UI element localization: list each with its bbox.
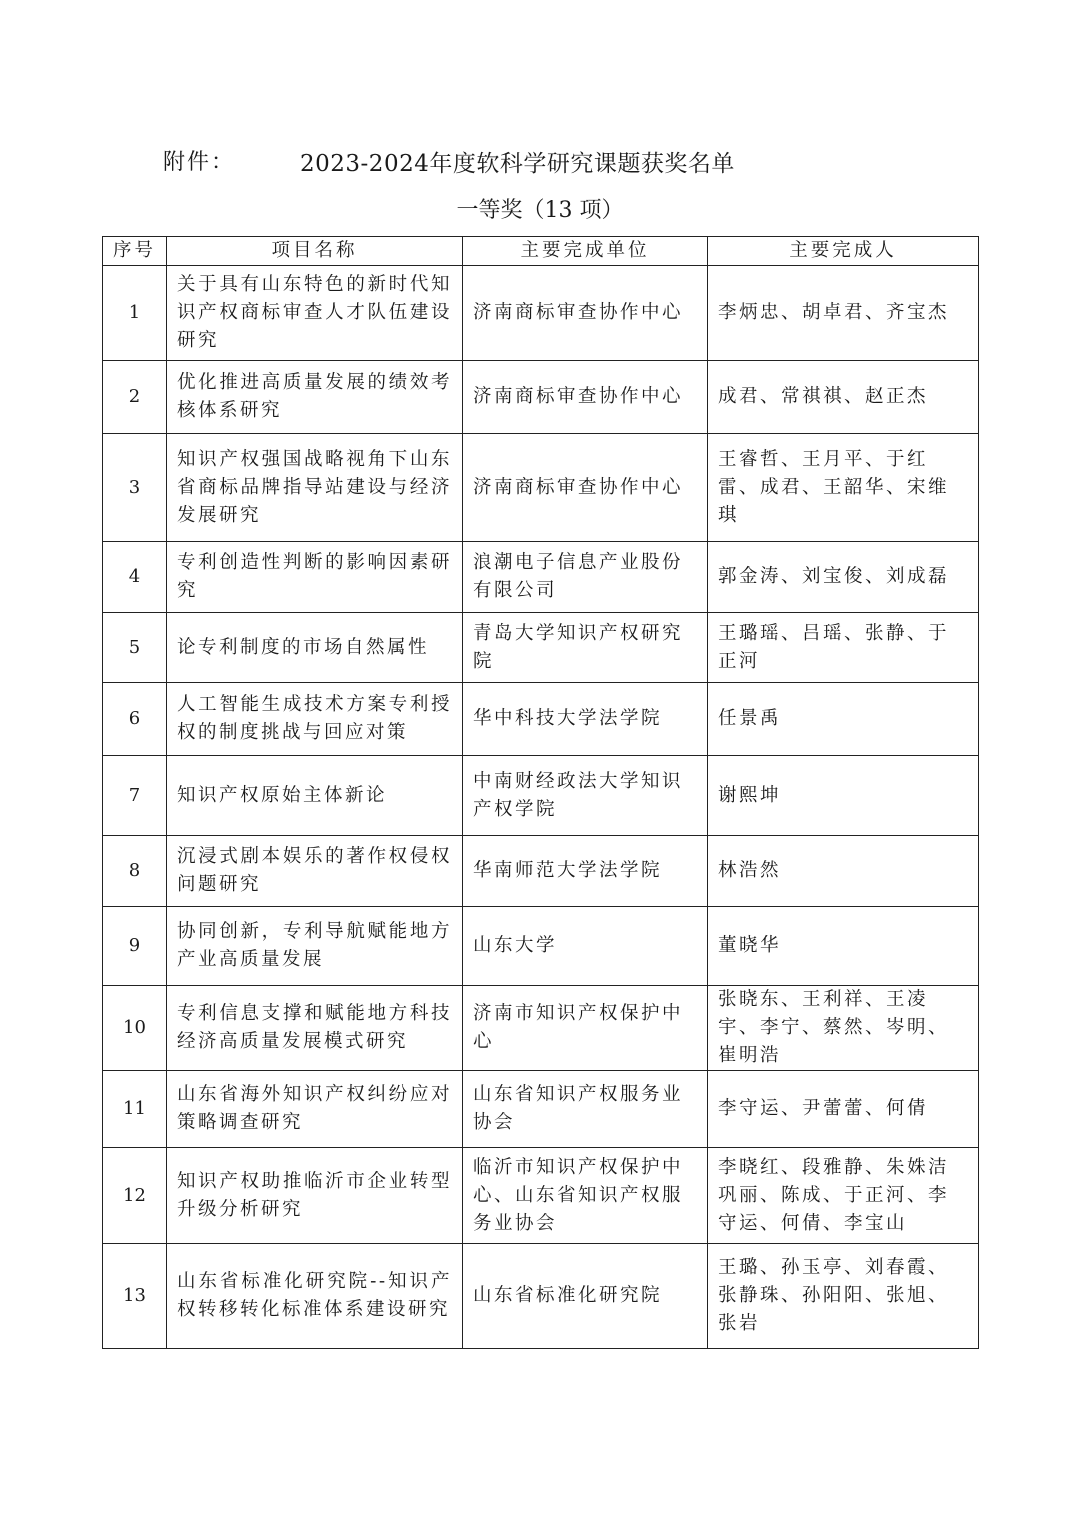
completion-people: 董晓华 bbox=[708, 907, 979, 986]
completion-unit: 中南财经政法大学知识产权学院 bbox=[463, 756, 708, 836]
row-number: 8 bbox=[103, 836, 167, 907]
row-number: 12 bbox=[103, 1148, 167, 1244]
table-row bbox=[103, 434, 979, 542]
project-name: 知识产权强国战略视角下山东省商标品牌指导站建设与经济发展研究 bbox=[167, 434, 463, 542]
row-number: 9 bbox=[103, 907, 167, 986]
row-number: 3 bbox=[103, 434, 167, 542]
completion-unit: 华南师范大学法学院 bbox=[463, 836, 708, 907]
project-name: 专利创造性判断的影响因素研究 bbox=[167, 542, 463, 613]
completion-people: 王睿哲、王月平、于红雷、成君、王韶华、宋维琪 bbox=[708, 434, 979, 542]
project-name: 山东省标准化研究院--知识产权转移转化标准体系建设研究 bbox=[167, 1244, 463, 1349]
row-number: 11 bbox=[103, 1071, 167, 1148]
completion-people: 张晓东、王利祥、王凌宇、李宁、蔡然、岑明、崔明浩 bbox=[708, 986, 979, 1071]
row-number: 4 bbox=[103, 542, 167, 613]
column-header-unit: 主要完成单位 bbox=[463, 237, 708, 266]
table-row bbox=[103, 613, 979, 683]
column-header-number: 序号 bbox=[103, 237, 167, 266]
table-row bbox=[103, 1244, 979, 1349]
table-row bbox=[103, 266, 979, 361]
completion-people: 李晓红、段雅静、朱姝洁 巩丽、陈成、于正河、李守运、何倩、李宝山 bbox=[708, 1148, 979, 1244]
row-number: 6 bbox=[103, 683, 167, 756]
row-number: 7 bbox=[103, 756, 167, 836]
row-number: 2 bbox=[103, 361, 167, 434]
table-row bbox=[103, 907, 979, 986]
table-row bbox=[103, 542, 979, 613]
completion-people: 谢熙坤 bbox=[708, 756, 979, 836]
completion-unit: 临沂市知识产权保护中心、山东省知识产权服务业协会 bbox=[463, 1148, 708, 1244]
project-name: 协同创新，专利导航赋能地方产业高质量发展 bbox=[167, 907, 463, 986]
row-number: 13 bbox=[103, 1244, 167, 1349]
table-row bbox=[103, 986, 979, 1071]
attachment-label: 附件： bbox=[163, 150, 236, 175]
row-number: 10 bbox=[103, 986, 167, 1071]
table-row bbox=[103, 683, 979, 756]
completion-people: 任景禹 bbox=[708, 683, 979, 756]
document-title: 2023-2024年度软科学研究课题获奖名单 bbox=[300, 151, 735, 177]
table-row bbox=[103, 1071, 979, 1148]
column-header-people: 主要完成人 bbox=[708, 237, 979, 266]
completion-unit: 浪潮电子信息产业股份有限公司 bbox=[463, 542, 708, 613]
table-row bbox=[103, 361, 979, 434]
completion-unit: 济南商标审查协作中心 bbox=[463, 361, 708, 434]
completion-people: 林浩然 bbox=[708, 836, 979, 907]
completion-people: 成君、常祺祺、赵正杰 bbox=[708, 361, 979, 434]
column-header-project-name: 项目名称 bbox=[167, 237, 463, 266]
completion-unit: 山东大学 bbox=[463, 907, 708, 986]
completion-people: 李守运、尹蕾蕾、何倩 bbox=[708, 1071, 979, 1148]
row-number: 1 bbox=[103, 266, 167, 361]
project-name: 优化推进高质量发展的绩效考核体系研究 bbox=[167, 361, 463, 434]
completion-people: 郭金涛、刘宝俊、刘成磊 bbox=[708, 542, 979, 613]
completion-unit: 山东省标准化研究院 bbox=[463, 1244, 708, 1349]
table-header-row bbox=[103, 237, 979, 266]
table-row bbox=[103, 756, 979, 836]
completion-people: 王璐、孙玉亭、刘春霞、张静珠、孙阳阳、张旭、张岩 bbox=[708, 1244, 979, 1349]
project-name: 专利信息支撑和赋能地方科技经济高质量发展模式研究 bbox=[167, 986, 463, 1071]
completion-unit: 华中科技大学法学院 bbox=[463, 683, 708, 756]
project-name: 论专利制度的市场自然属性 bbox=[167, 613, 463, 683]
completion-unit: 青岛大学知识产权研究院 bbox=[463, 613, 708, 683]
completion-people: 李炳忠、胡卓君、齐宝杰 bbox=[708, 266, 979, 361]
project-name: 知识产权原始主体新论 bbox=[167, 756, 463, 836]
project-name: 关于具有山东特色的新时代知识产权商标审查人才队伍建设研究 bbox=[167, 266, 463, 361]
award-level-text: 一等奖（13 项） bbox=[456, 198, 624, 223]
completion-people: 王璐瑶、吕瑶、张静、于正河 bbox=[708, 613, 979, 683]
completion-unit: 山东省知识产权服务业协会 bbox=[463, 1071, 708, 1148]
award-level-heading bbox=[0, 193, 1080, 224]
table-row bbox=[103, 1148, 979, 1244]
completion-unit: 济南商标审查协作中心 bbox=[463, 266, 708, 361]
project-name: 人工智能生成技术方案专利授权的制度挑战与回应对策 bbox=[167, 683, 463, 756]
project-name: 山东省海外知识产权纠纷应对策略调查研究 bbox=[167, 1071, 463, 1148]
project-name: 知识产权助推临沂市企业转型升级分析研究 bbox=[167, 1148, 463, 1244]
row-number: 5 bbox=[103, 613, 167, 683]
project-name: 沉浸式剧本娱乐的著作权侵权问题研究 bbox=[167, 836, 463, 907]
awards-table bbox=[102, 236, 979, 1349]
table-row bbox=[103, 836, 979, 907]
completion-unit: 济南商标审查协作中心 bbox=[463, 434, 708, 542]
completion-unit: 济南市知识产权保护中心 bbox=[463, 986, 708, 1071]
